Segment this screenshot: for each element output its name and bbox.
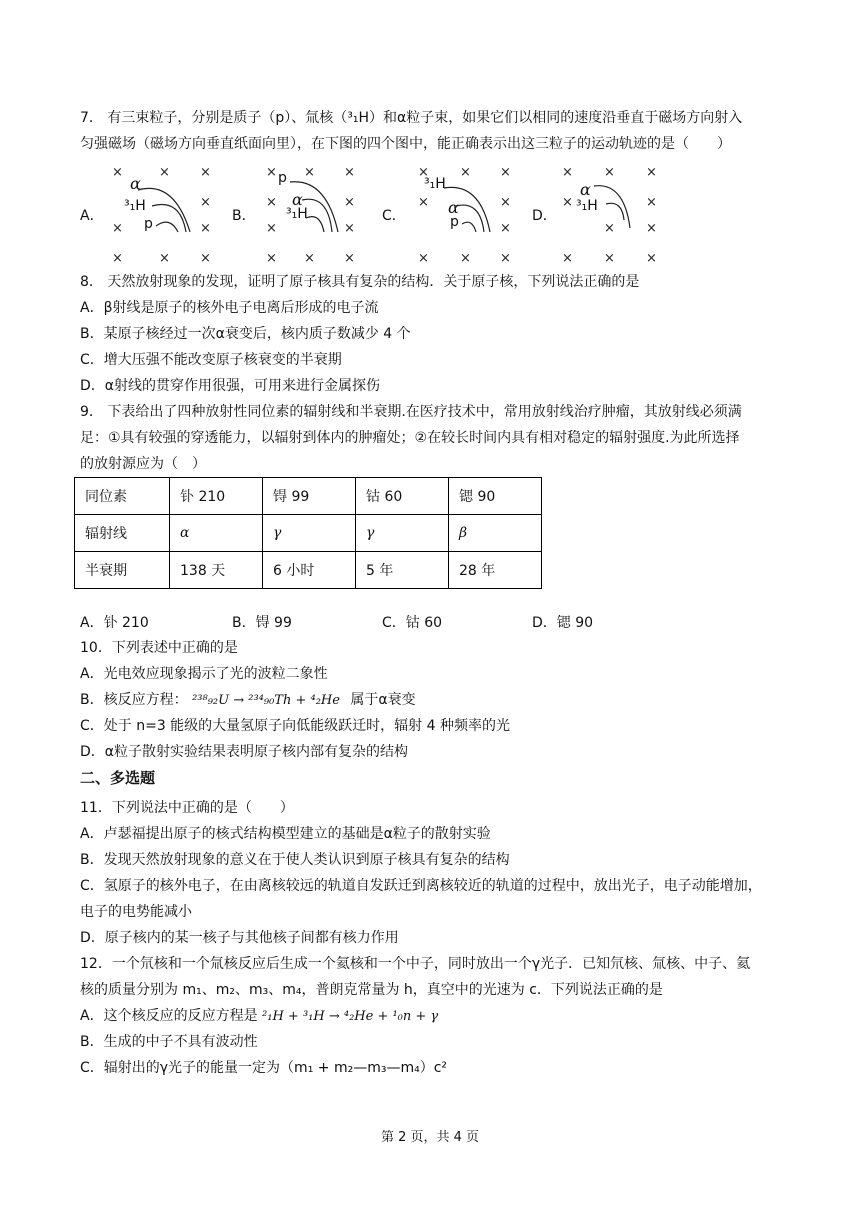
q7-figure-c <box>410 160 530 266</box>
q10-option-b-suffix: 属于α衰变 <box>350 692 416 708</box>
q10-option-d: D．α粒子散射实验结果表明原子核内部有复杂的结构 <box>80 744 409 760</box>
svg-text:×: × <box>304 165 315 180</box>
q9-stem-line3: 的放射源应为（ ） <box>80 456 206 472</box>
svg-text:×: × <box>418 195 429 210</box>
svg-text:×: × <box>418 165 429 180</box>
table-cell: 辐射线 <box>75 515 170 552</box>
svg-text:×: × <box>460 165 471 180</box>
table-cell: 钴 60 <box>356 478 449 515</box>
table-cell: 锝 99 <box>263 478 356 515</box>
q7-b-particle-1: p <box>278 170 287 186</box>
svg-text:×: × <box>344 251 355 266</box>
table-cell: α <box>170 515 263 552</box>
svg-text:×: × <box>344 165 355 180</box>
svg-text:×: × <box>604 251 615 266</box>
table-cell: 28 年 <box>449 552 542 589</box>
q10-option-c: C．处于 n=3 能级的大量氢原子向低能级跃迁时，辐射 4 种频率的光 <box>80 718 510 734</box>
table-cell: 锶 90 <box>449 478 542 515</box>
svg-text:×: × <box>562 251 573 266</box>
q7-stem-line2: 匀强磁场（磁场方向垂直纸面向里），在下图的四个图中，能正确表示出这三粒子的运动轨迹的是（ ） <box>80 136 731 152</box>
q12-stem-line2: 核的质量分别为 m₁、m₂、m₃、m₄，普朗克常量为 h，真空中的光速为 c．下列说法正确的是 <box>80 982 663 998</box>
svg-text:×: × <box>646 251 657 266</box>
table-row <box>75 552 542 589</box>
svg-text:×: × <box>646 165 657 180</box>
svg-text:×: × <box>112 221 123 236</box>
svg-text:×: × <box>604 221 615 236</box>
q7-figure-a <box>104 160 224 266</box>
q10-option-a: A．光电效应现象揭示了光的波粒二象性 <box>80 666 328 682</box>
q9-option-a: A．钋 210 <box>80 615 149 631</box>
table-cell: 5 年 <box>356 552 449 589</box>
table-cell: γ <box>356 515 449 552</box>
q12-option-a-prefix: A．这个核反应的反应方程是 <box>80 1008 258 1024</box>
q8-stem: 8． 天然放射现象的发现，证明了原子核具有复杂的结构．关于原子核，下列说法正确的是 <box>80 274 640 290</box>
q10-equation: ²³⁸₉₂U → ²³⁴₉₀Th + ⁴₂He <box>192 693 340 708</box>
q11-option-d: D．原子核内的某一核子与其他核子间都有核力作用 <box>80 930 399 946</box>
svg-text:×: × <box>112 251 123 266</box>
svg-text:×: × <box>159 165 170 180</box>
q7-c-particle-1: ³₁H <box>424 176 446 192</box>
q8-option-d: D．α射线的贯穿作用很强，可用来进行金属探伤 <box>80 378 381 394</box>
q7-a-particle-2: ³₁H <box>124 198 146 214</box>
table-cell: 6 小时 <box>263 552 356 589</box>
q9-option-c: C．钴 60 <box>382 615 443 631</box>
q11-option-c-line2: 电子的电势能减小 <box>80 904 192 920</box>
q7-c-particle-2: α <box>448 198 459 217</box>
svg-text:×: × <box>344 221 355 236</box>
q9-stem-line1: 9． 下表给出了四种放射性同位素的辐射线和半衰期.在医疗技术中，常用放射线治疗肿瘤，其放射线必须满 <box>80 404 742 420</box>
svg-text:×: × <box>500 221 511 236</box>
q7-a-particle-1: α <box>130 174 141 193</box>
svg-text:×: × <box>500 165 511 180</box>
q7-figure-b-svg <box>258 160 378 266</box>
q10-option-b-prefix: B．核反应方程： <box>80 692 188 708</box>
table-cell: 钋 210 <box>170 478 263 515</box>
svg-text:×: × <box>646 195 657 210</box>
q7-stem-line1: 7． 有三束粒子，分别是质子（p）、氚核（³₁H）和α粒子束，如果它们以相同的速度沿垂直于磁场方向射入 <box>80 110 743 126</box>
q7-figure-b <box>258 160 378 266</box>
q7-a-particle-3: p <box>144 216 153 232</box>
table-cell: γ <box>263 515 356 552</box>
q7-figure-d <box>560 160 680 266</box>
svg-text:×: × <box>200 165 211 180</box>
q12-option-b: B．生成的中子不具有波动性 <box>80 1034 258 1050</box>
svg-text:×: × <box>266 251 277 266</box>
q10-stem: 10．下列表述中正确的是 <box>80 640 238 656</box>
svg-text:×: × <box>646 221 657 236</box>
svg-text:×: × <box>562 165 573 180</box>
table-cell: β <box>449 515 542 552</box>
section-heading-multiple-choice: 二、多选题 <box>80 769 156 787</box>
q10-option-b <box>80 690 416 711</box>
q11-option-c-line1: C．氢原子的核外电子，在由离核较远的轨道自发跃迁到离核较近的轨道的过程中，放出光子，电子动能增加， <box>80 878 762 894</box>
q7-b-particle-3: ³₁H <box>286 206 308 222</box>
isotope-table <box>74 477 542 589</box>
svg-text:×: × <box>200 221 211 236</box>
svg-text:×: × <box>562 195 573 210</box>
svg-text:×: × <box>304 251 315 266</box>
q7-d-particle-2: ³₁H <box>576 198 598 214</box>
svg-text:×: × <box>200 195 211 210</box>
table-cell: 半衰期 <box>75 552 170 589</box>
q12-stem-line1: 12．一个氘核和一个氚核反应后生成一个氦核和一个中子，同时放出一个γ光子．已知氘核、氚核、中子、氦 <box>80 956 751 972</box>
q12-option-c: C．辐射出的γ光子的能量一定为（m₁ + m₂—m₃—m₄）c² <box>80 1060 448 1076</box>
q7-fig-a-label: A． <box>80 208 104 224</box>
q11-option-b: B．发现天然放射现象的意义在于使人类认识到原子核具有复杂的结构 <box>80 852 510 868</box>
q9-stem-line2: 足：①具有较强的穿透能力，以辐射到体内的肿瘤处；②在较长时间内具有相对稳定的辐射强度.为此所选择 <box>80 430 740 446</box>
q11-option-a: A．卢瑟福提出原子的核式结构模型建立的基础是α粒子的散射实验 <box>80 826 491 842</box>
svg-text:×: × <box>500 251 511 266</box>
q8-option-c: C．增大压强不能改变原子核衰变的半衰期 <box>80 352 342 368</box>
q7-d-particle-1: α <box>580 180 591 199</box>
table-row <box>75 478 542 515</box>
page-footer: 第 2 页，共 4 页 <box>380 1130 480 1145</box>
table-cell: 138 天 <box>170 552 263 589</box>
q7-fig-b-label: B． <box>232 208 256 224</box>
q8-option-b: B．某原子核经过一次α衰变后，核内质子数减少 4 个 <box>80 326 411 342</box>
q7-c-particle-3: p <box>450 214 459 230</box>
q7-figure-a-svg <box>104 160 224 266</box>
svg-text:×: × <box>266 221 277 236</box>
q12-equation: ²₁H + ³₁H → ⁴₂He + ¹₀n + γ <box>262 1009 439 1024</box>
svg-text:×: × <box>112 165 123 180</box>
svg-text:×: × <box>266 195 277 210</box>
svg-text:×: × <box>500 195 511 210</box>
svg-text:×: × <box>460 251 471 266</box>
svg-text:×: × <box>344 195 355 210</box>
table-row <box>75 515 542 552</box>
svg-text:×: × <box>200 251 211 266</box>
q8-option-a: A．β射线是原子的核外电子电离后形成的电子流 <box>80 300 379 316</box>
q12-option-a <box>80 1006 438 1027</box>
table-cell: 同位素 <box>75 478 170 515</box>
q11-stem: 11．下列说法中正确的是（ ） <box>80 800 294 816</box>
svg-text:×: × <box>159 251 170 266</box>
svg-text:×: × <box>604 165 615 180</box>
q7-fig-c-label: C． <box>382 208 406 224</box>
q9-option-d: D．锶 90 <box>532 615 594 631</box>
q7-b-particle-2: α <box>292 190 303 209</box>
q7-fig-d-label: D． <box>532 208 557 224</box>
svg-text:×: × <box>418 251 429 266</box>
q9-option-b: B．锝 99 <box>232 615 292 631</box>
svg-text:×: × <box>266 165 277 180</box>
